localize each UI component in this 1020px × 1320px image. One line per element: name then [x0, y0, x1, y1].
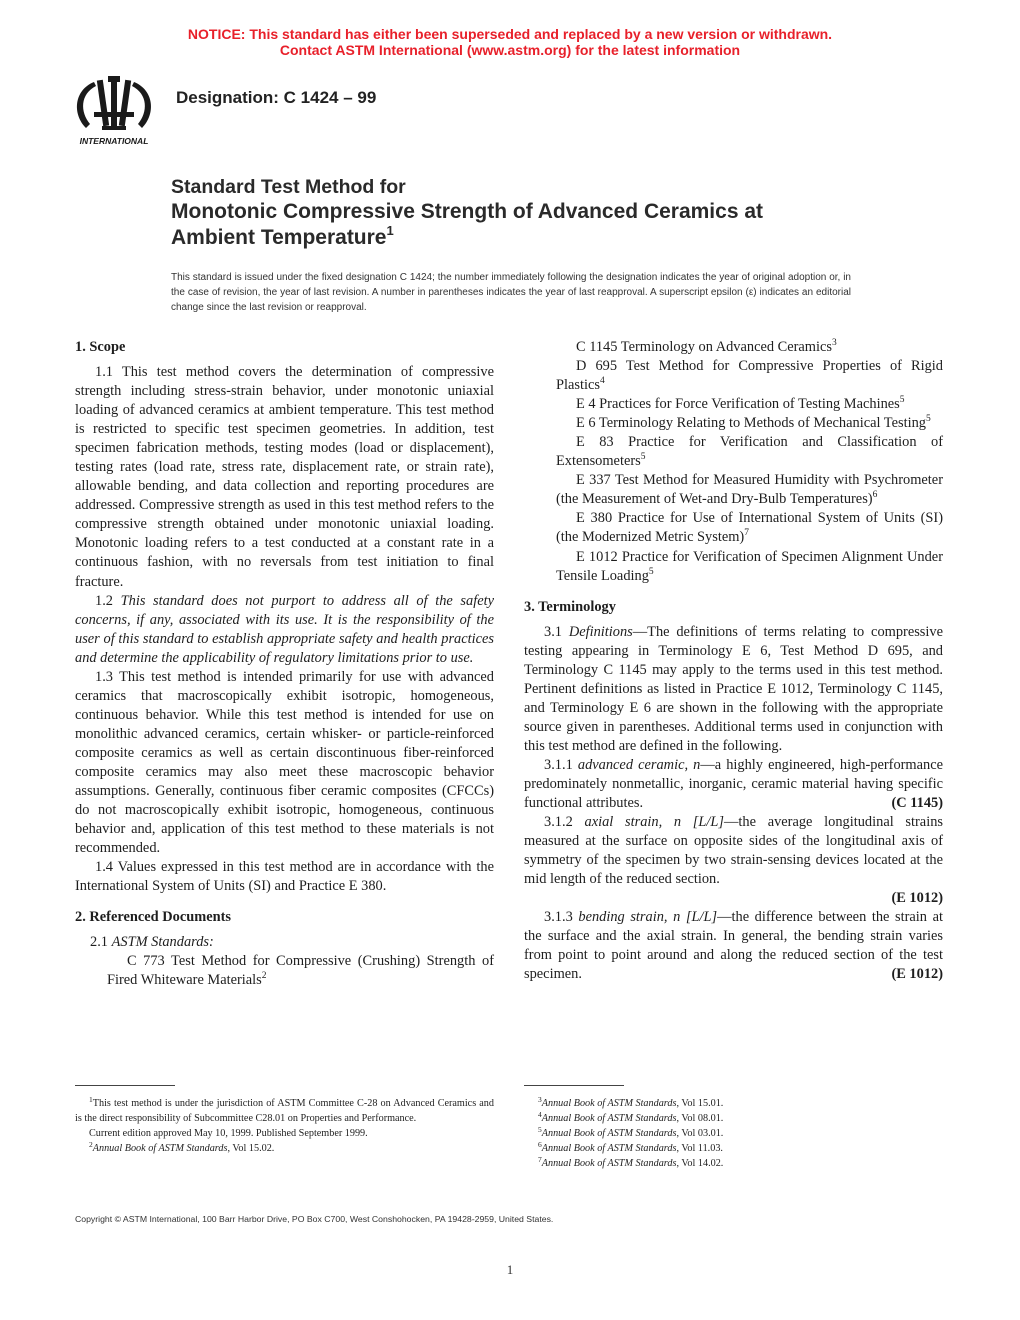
ref-e83 [524, 433, 943, 471]
title-footnote-ref: 1 [386, 223, 394, 238]
def-num: 3.1.2 [544, 814, 585, 831]
term-3-1-label: Definitions [568, 623, 633, 640]
term-3-1-text: —The definitions of terms relating to compressive testing appearing in Terminology E 6, Test Method D 695, and Terminology C 1145 may apply to the terms used in this test method. Pertinent definitions as listed in Practice E 1012, Terminology C 1145, and Terminology E 6 are shown in the following with the appropriate source given in parentheses. Additional terms used in conjunction with this test method are defined in the following. [524, 623, 943, 754]
scope-1-2-text: This standard does not purport to address all of the safety concerns, if any, associated with its use. It is the responsibility of the user of this standard to establish appropriate safety and health practices and determine the applicability of regulatory limitations prior to use. [75, 592, 494, 666]
right-column [524, 338, 943, 985]
footnote-num: 7 [538, 1155, 542, 1164]
footnote-text: This test method is under the jurisdiction of ASTM Committee C-28 on Advanced Ceramics and is the direct responsibility of Subcommittee C28.01 on Properties and Performance. [75, 1098, 494, 1124]
astm-standards-label: ASTM Standards: [111, 934, 214, 951]
footnote-text: , Vol 14.02. [676, 1158, 724, 1169]
ref-fn: 7 [744, 528, 749, 539]
ref-fn: 6 [872, 490, 878, 501]
footnote-book: Annual Book of ASTM Standards [541, 1158, 677, 1169]
title-line-3 [171, 225, 971, 251]
ref-fn: 4 [599, 376, 605, 387]
ref-c1145 [524, 338, 943, 357]
def-text: —the difference between the strain at the surface and the axial strain. In general, the bending strain varies from point to point around and along the reduced section of the test specimen. [524, 909, 943, 983]
left-column [75, 338, 494, 990]
ref-e6 [524, 414, 943, 433]
footnote-2 [75, 1141, 494, 1156]
ref-text: D 695 Test Method for Compressive Properties of Rigid Plastics [556, 358, 943, 394]
ref-c773 [75, 952, 494, 990]
ref-text: E 380 Practice for Use of International System of Units (SI) (the Modernized Metric System) [556, 510, 943, 546]
def-text: —the average longitudinal strains measured at the surface on opposite sides of the longitudinal axis of symmetry of the specimen by two strain-sensing devices located at the mid length of the reduced section. [524, 814, 943, 888]
footnote-num: 1 [89, 1095, 93, 1104]
ref-text: E 337 Test Method for Measured Humidity with Psychrometer (the Measurement of Wet-and Dry-Bulb Temperatures) [556, 472, 943, 508]
section-2-heading: 2. Referenced Documents [75, 909, 231, 926]
def-source: (E 1012) [891, 966, 943, 983]
footnotes-left [75, 1096, 494, 1156]
ref-text: C 1145 Terminology on Advanced Ceramics [576, 339, 832, 355]
footnote-book: Annual Book of ASTM Standards [541, 1143, 677, 1154]
def-term: axial strain, n [L/L] [584, 814, 725, 831]
footnote-text: , Vol 15.02. [227, 1143, 275, 1154]
ref-text: C 773 Test Method for Compressive (Crushing) Strength of Fired Whiteware Materials [107, 953, 494, 989]
section-1-heading: 1. Scope [75, 339, 126, 355]
astm-standards-subhead [75, 933, 494, 952]
term-3-1-3 [524, 908, 943, 984]
footnote-text: Current edition approved May 10, 1999. Published September 1999. [89, 1128, 368, 1139]
term-3-1 [524, 623, 943, 756]
ref-fn: 5 [925, 414, 931, 425]
def-source: (E 1012) [891, 890, 943, 907]
footnote-6 [524, 1141, 943, 1156]
scope-1-2-num: 1.2 [95, 592, 121, 609]
footnote-text: , Vol 15.01. [676, 1098, 724, 1109]
issuance-note: This standard is issued under the fixed designation C 1424; the number immediately following the designation indicates the year of original adoption or, in the case of revision, the year of last revision. A number in parentheses indicates the year of last reapproval. A superscript epsilon (ε) indicates an editorial change since the last revision or reapproval. [171, 272, 851, 313]
section-3-heading: 3. Terminology [524, 598, 616, 615]
footnote-approval [75, 1126, 494, 1141]
footnote-1 [75, 1096, 494, 1126]
ref-fn: 5 [648, 566, 654, 577]
footnote-4 [524, 1111, 943, 1126]
footnotes-right [524, 1096, 943, 1171]
footnote-text: , Vol 11.03. [676, 1143, 723, 1154]
term-3-1-2 [524, 813, 943, 889]
ref-e1012 [524, 548, 943, 586]
ref-fn: 2 [261, 971, 267, 982]
def-source: (C 1145) [891, 795, 943, 812]
notice-line-1: NOTICE: This standard has either been superseded and replaced by a new version or withdrawn. [187, 26, 833, 42]
scope-1-2 [75, 592, 494, 668]
def-num: 3.1.3 [544, 909, 579, 926]
footnote-divider-right [524, 1085, 624, 1086]
footnote-text: , Vol 08.01. [676, 1113, 724, 1124]
designation: Designation: C 1424 – 99 [176, 88, 377, 107]
title-line-2: Monotonic Compressive Strength of Advanced Ceramics at [171, 200, 764, 223]
footnote-book: Annual Book of ASTM Standards [541, 1113, 677, 1124]
footnote-7 [524, 1156, 943, 1171]
scope-1-1: 1.1 This test method covers the determination of compressive strength including stress-strain behavior, under monotonic uniaxial loading of advanced ceramics at ambient temperature. This test method is restricted to specific test specimen geometries. In addition, test specimen fabrication methods, testing modes (load or displacement), testing rates (load rate, stress rate, displacement rate, or strain rate), allowable bending, and data collection and reporting procedures are addressed. Compressive strength as used in this test method refers to the compressive strength obtained under monotonic uniaxial loading. Monotonic loading refers to a test conducted at a constant rate in a continuous fashion, with no reversals from test initiation to final fracture. [75, 364, 494, 590]
footnote-3 [524, 1096, 943, 1111]
footnote-num: 3 [538, 1095, 542, 1104]
footnote-num: 2 [89, 1140, 93, 1149]
footnote-divider-left [75, 1085, 175, 1086]
def-term: bending strain, n [L/L] [578, 909, 718, 926]
term-3-1-1 [524, 756, 943, 813]
scope-1-4: 1.4 Values expressed in this test method are in accordance with the International System of Units (SI) and Practice E 380. [75, 859, 494, 895]
footnote-num: 4 [538, 1110, 542, 1119]
def-text: —a highly engineered, high-performance predominately nonmetallic, inorganic, ceramic material having specific functional attributes. [524, 756, 943, 812]
ref-fn: 5 [640, 452, 646, 463]
footnote-book: Annual Book of ASTM Standards [541, 1098, 677, 1109]
footnote-book: Annual Book of ASTM Standards [541, 1128, 677, 1139]
page-number: 1 [506, 1262, 514, 1277]
notice-line-2: Contact ASTM International (www.astm.org) for the latest information [279, 41, 741, 58]
astm-logo [64, 72, 164, 150]
ref-d695 [524, 357, 943, 395]
title-line-3-text: Ambient Temperature [171, 226, 387, 249]
ref-text: E 1012 Practice for Verification of Specimen Alignment Under Tensile Loading [556, 548, 943, 584]
ref-text: E 4 Practices for Force Verification of Testing Machines [576, 396, 900, 413]
document-title [171, 175, 971, 251]
ref-fn: 5 [899, 395, 905, 406]
ref-text: E 83 Practice for Verification and Classification of Extensometers [556, 434, 943, 470]
ref-e380 [524, 509, 943, 547]
ref-e4 [524, 395, 943, 414]
title-line-1: Standard Test Method for [171, 176, 406, 198]
astm-international-logo-icon [64, 72, 164, 150]
scope-1-3: 1.3 This test method is intended primarily for use with advanced ceramics that macroscopically exhibit isotropic, homogeneous, continuous behavior. While this test method is intended for use on monolithic advanced ceramics, certain whisker- or particle-reinforced composite ceramics as well as certain discontinuous fiber-reinforced composite ceramics may also meet these macroscopic behavior assumptions. Generally, continuous fiber ceramic composites (CFCCs) do not macroscopically exhibit isotropic, homogeneous, continuous behavior and, application of this test method to these materials is not recommended. [75, 668, 494, 857]
def-term: advanced ceramic, n [577, 756, 701, 773]
ref-fn: 3 [831, 338, 837, 348]
term-3-1-num: 3.1 [544, 623, 569, 640]
footnote-book: Annual Book of ASTM Standards [92, 1143, 228, 1154]
ref-text: E 6 Terminology Relating to Methods of Mechanical Testing [576, 415, 926, 432]
footnote-num: 5 [538, 1125, 542, 1134]
withdrawal-notice [0, 27, 1020, 58]
footnote-num: 6 [538, 1140, 542, 1149]
astm-standards-num: 2.1 [90, 934, 112, 951]
logo-subtitle: INTERNATIONAL [79, 136, 149, 146]
ref-e337 [524, 471, 943, 509]
def-num: 3.1.1 [544, 756, 578, 773]
copyright: Copyright © ASTM International, 100 Barr Harbor Drive, PO Box C700, West Conshohocken, PA 19428-2959, United States. [75, 1214, 554, 1224]
footnote-5 [524, 1126, 943, 1141]
footnote-text: , Vol 03.01. [676, 1128, 724, 1139]
